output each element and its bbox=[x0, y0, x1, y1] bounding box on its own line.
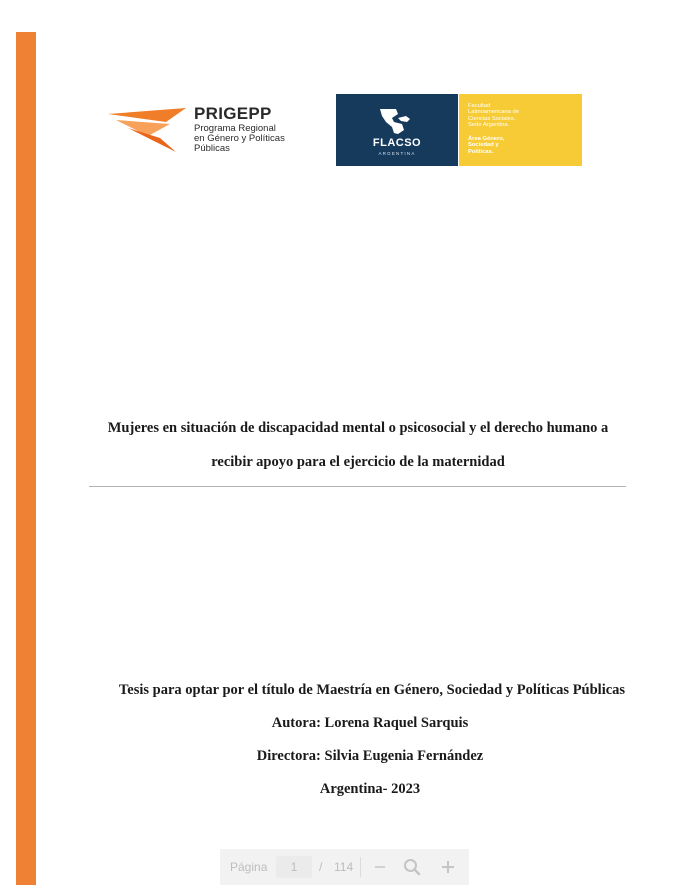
flacso-logo-yellow-panel bbox=[459, 94, 582, 166]
director-text: Directora: Silvia Eugenia Fernández bbox=[256, 748, 484, 764]
flacso-logo-dark-panel bbox=[336, 94, 458, 166]
plus-icon bbox=[436, 855, 460, 879]
flacso-logo bbox=[336, 94, 582, 166]
flacso-faculty-text: Facultad Latinoamericana de Ciencias Sociales. Sede Argentina. bbox=[468, 103, 519, 128]
flacso-name: FLACSO bbox=[372, 137, 422, 149]
thesis-title-line-1: Mujeres en situación de discapacidad mental o psicosocial y el derecho humano a bbox=[107, 420, 609, 436]
author-text: Autora: Lorena Raquel Sarquis bbox=[271, 715, 469, 731]
prigepp-title: PRIGEPP bbox=[194, 104, 272, 123]
title-divider bbox=[89, 486, 626, 487]
page-separator: / bbox=[319, 860, 323, 874]
degree-text: Tesis para optar por el título de Maestría en Género, Sociedad y Políticas Públicas bbox=[118, 682, 626, 698]
page-label: Página bbox=[230, 860, 268, 874]
zoom-button[interactable] bbox=[400, 855, 424, 879]
toolbar-divider bbox=[360, 857, 361, 877]
thesis-title-line-2: recibir apoyo para el ejercicio de la maternidad bbox=[211, 454, 505, 470]
place-year-text: Argentina- 2023 bbox=[319, 781, 421, 797]
pdf-page-toolbar bbox=[220, 849, 469, 885]
americas-map-icon bbox=[374, 106, 420, 136]
prigepp-subtitle: Programa Regional en Género y Políticas Públicas bbox=[194, 123, 285, 154]
zoom-icon bbox=[400, 855, 424, 879]
prigepp-logo bbox=[108, 104, 318, 154]
flacso-country: ARGENTINA bbox=[378, 151, 416, 156]
minus-icon bbox=[368, 855, 392, 879]
zoom-in-button[interactable] bbox=[436, 855, 460, 879]
total-pages: 114 bbox=[334, 860, 354, 874]
flacso-area-text: Área Género, Sociedad y Políticas. bbox=[468, 136, 505, 155]
current-page-input[interactable]: 1 bbox=[276, 856, 312, 878]
prigepp-emblem-icon bbox=[108, 108, 192, 156]
zoom-out-button[interactable] bbox=[368, 855, 392, 879]
left-accent-bar bbox=[16, 32, 36, 885]
